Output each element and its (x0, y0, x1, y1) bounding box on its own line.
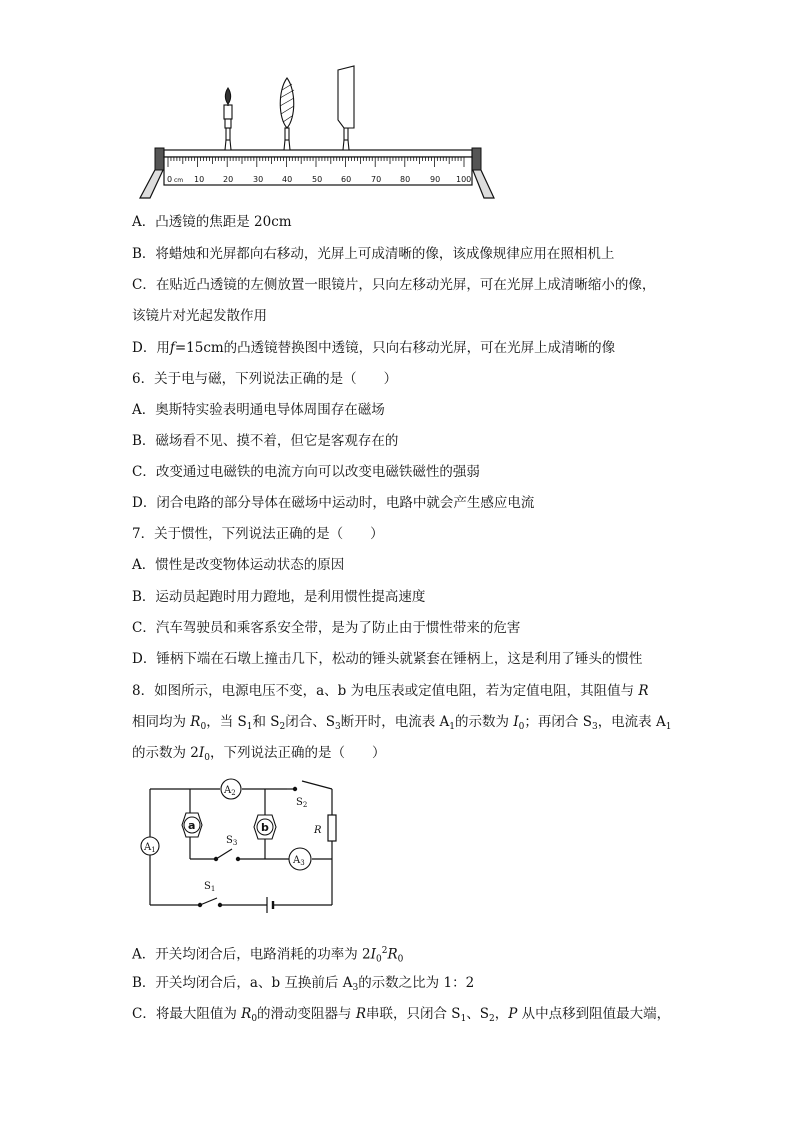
option-text: 的示数之比为 1：2 (358, 975, 475, 991)
option-label: C． (132, 277, 156, 293)
option-text: 、S (466, 1006, 490, 1022)
q8-option-a (132, 941, 403, 970)
ammeter-a1 (141, 837, 159, 855)
svg-text:b: b (261, 821, 269, 834)
subscript: 1 (460, 1014, 467, 1024)
tick-label-30: 30 (253, 175, 264, 184)
circuit-diagram (132, 775, 347, 915)
current-symbol: I (198, 745, 205, 761)
q6-stem (132, 369, 397, 389)
option-text: 从中点移到阻值最大端， (517, 1006, 671, 1022)
convex-lens (280, 78, 294, 150)
option-text: 闭合电路的部分导体在磁场中运动时，电路中就会产生感应电流 (156, 495, 535, 511)
q7-option-c (132, 618, 520, 638)
q5-option-d (132, 338, 615, 358)
q7-stem (132, 524, 384, 544)
resistor-label: R (314, 825, 322, 836)
q6-option-a (132, 400, 385, 420)
slider-symbol: P (508, 1006, 518, 1022)
q8-stem-line1 (132, 681, 649, 701)
option-label: B． (132, 246, 156, 262)
q5-option-b (132, 244, 614, 264)
resistor-symbol: R (355, 1006, 367, 1022)
option-text: 用 (156, 340, 170, 356)
tick-label-100: 100 (456, 175, 472, 184)
screen (338, 66, 354, 150)
q8-option-b (132, 973, 474, 998)
option-text: 的滑动变阻器与 (257, 1006, 356, 1022)
option-text: 锤柄下端在石墩上撞击几下，松动的锤头就紧套在锤柄上，这是利用了锤头的惯性 (156, 651, 643, 667)
subscript: 0 (251, 1014, 258, 1024)
stem-text: 的示数为 2 (132, 745, 199, 761)
option-text: =15cm的凸透镜替换图中透镜，只向右移动光屏，可在光屏上成清晰的像 (174, 340, 616, 356)
option-label: C． (132, 464, 156, 480)
option-text: 奥斯特实验表明通电导体周围存在磁场 (155, 402, 385, 418)
q6-option-d (132, 493, 534, 513)
subscript: 0 (204, 753, 210, 763)
option-text: 将最大阻值为 (155, 1006, 242, 1022)
option-text: 运动员起跑时用力蹬地，是利用惯性提高速度 (155, 589, 426, 605)
q5-option-c (132, 275, 655, 295)
subscript: 0 (518, 722, 525, 732)
candle (224, 88, 232, 150)
ammeter-a3 (265, 848, 311, 870)
stem-text: ，电流表 A (597, 714, 666, 730)
resistor-symbol: R (638, 683, 649, 699)
switch-s1-label: $S_1$ (204, 881, 216, 893)
option-label: B． (132, 975, 156, 991)
tick-label-90: 90 (430, 175, 441, 184)
option-text: 磁场看不见、摸不着，但它是客观存在的 (155, 433, 399, 449)
option-text: 改变通过电磁铁的电流方向可以改变电磁铁磁性的强弱 (155, 464, 480, 480)
option-label: D． (132, 495, 157, 511)
option-text: 开关均闭合后，a、b 互换前后 A (155, 975, 353, 991)
tick-label-80: 80 (400, 175, 411, 184)
subscript: 2 (279, 722, 286, 732)
q7-option-d (132, 649, 642, 669)
option-text: 汽车驾驶员和乘客系安全带，是为了防止由于惯性带来的危害 (155, 620, 521, 636)
stem-text: 断开时，电流表 A (340, 714, 450, 730)
ammeter-a2 (221, 779, 241, 799)
stem-text: ，当 S (206, 714, 247, 730)
option-text: 凸透镜的焦距是 20cm (155, 214, 292, 230)
stem-text: 闭合、S (285, 714, 336, 730)
stem-text: 相同均为 (132, 714, 191, 730)
stem-text: 的示数为 (455, 714, 514, 730)
q7-option-b (132, 587, 425, 607)
switch-s2-label: $S_2$ (296, 797, 308, 809)
option-label: B． (132, 589, 156, 605)
option-text: 开关均闭合后，电路消耗的功率为 2 (155, 946, 371, 963)
current-symbol: I (370, 946, 376, 963)
option-label: D． (132, 340, 157, 356)
question-stem: 7．关于惯性，下列说法正确的是（ ） (132, 526, 384, 542)
option-label: B． (132, 433, 156, 449)
option-text: 串联，只闭合 S (366, 1006, 461, 1022)
option-label: C． (132, 1006, 156, 1022)
q8-option-c (132, 1004, 670, 1029)
resistance-symbol: R (190, 714, 201, 730)
switch-s3-label: $S_3$ (226, 835, 238, 847)
option-label: A． (132, 402, 156, 418)
option-label: A． (132, 214, 156, 230)
q5-option-c-cont (132, 306, 267, 326)
tick-label-10: 10 (194, 175, 205, 184)
focal-symbol: f (169, 340, 175, 356)
option-label: D． (132, 651, 157, 667)
tick-label-60: 60 (341, 175, 352, 184)
tick-label-50: 50 (312, 175, 323, 184)
q7-option-a (132, 555, 344, 575)
option-text: 惯性是改变物体运动状态的原因 (155, 557, 345, 573)
question-stem: 6．关于电与磁，下列说法正确的是（ ） (132, 371, 398, 387)
svg-text:A2: $A_2$ (224, 785, 236, 797)
q8-stem-line3 (132, 743, 385, 768)
option-text: 该镜片对光起发散作用 (132, 308, 267, 324)
tick-label-70: 70 (371, 175, 382, 184)
subscript: 0 (200, 722, 207, 732)
current-symbol: I (513, 714, 519, 730)
subscript: 3 (335, 722, 341, 732)
option-text: ， (494, 1006, 509, 1022)
q6-option-b (132, 431, 398, 451)
subscript: 3 (591, 722, 598, 732)
resistance-symbol: R (241, 1006, 252, 1022)
meter-a (182, 813, 202, 837)
subscript: 0 (375, 954, 382, 965)
optical-bench-figure (138, 60, 498, 200)
stem-text: 和 S (252, 714, 280, 730)
svg-text:A3: $A_3$ (293, 855, 305, 867)
option-label: A． (132, 946, 156, 963)
superscript: 2 (381, 946, 388, 956)
tick-label-40: 40 (282, 175, 293, 184)
stem-text: 8．如图所示，电源电压不变，a、b 为电压表或定值电阻，若为定值电阻，其阻值与 (132, 683, 639, 699)
q8-stem-line2 (132, 712, 671, 737)
resistance-symbol: R (387, 946, 398, 963)
subscript: 3 (352, 983, 359, 993)
option-text: 将蜡烛和光屏都向右移动，光屏上可成清晰的像，该成像规律应用在照相机上 (155, 246, 615, 262)
option-label: A． (132, 557, 156, 573)
subscript: 0 (397, 954, 404, 965)
option-label: C． (132, 620, 156, 636)
subscript: 2 (489, 1014, 495, 1024)
subscript: 1 (246, 722, 253, 732)
subscript: 1 (449, 722, 456, 732)
stem-text: ，下列说法正确的是（ ） (209, 745, 386, 761)
svg-text:a: a (188, 819, 196, 832)
tick-label-0: 0 (167, 175, 173, 184)
ruler-unit: cm (174, 177, 184, 184)
q5-option-a (132, 212, 292, 232)
tick-label-20: 20 (223, 175, 234, 184)
svg-text:A1: $A_1$ (144, 842, 156, 854)
option-text: 在贴近凸透镜的左侧放置一眼镜片，只向左移动光屏，可在光屏上成清晰缩小的像， (155, 277, 656, 293)
q6-option-c (132, 462, 480, 482)
stem-text: ；再闭合 S (524, 714, 592, 730)
meter-b (254, 815, 276, 839)
subscript: 1 (665, 722, 672, 732)
